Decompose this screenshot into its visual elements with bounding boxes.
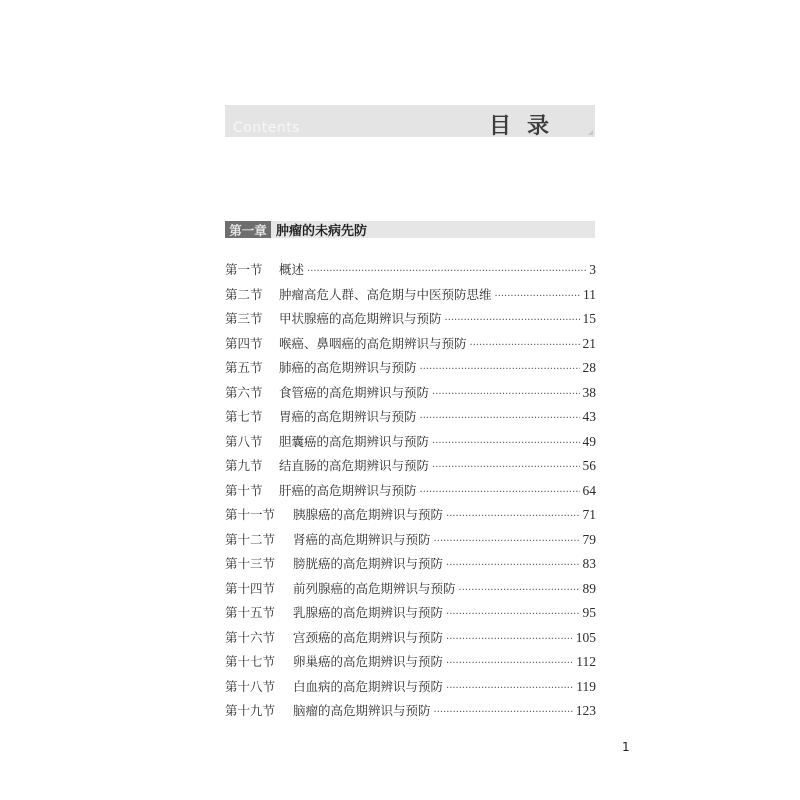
section-page: 95 — [582, 605, 596, 620]
section-page: 71 — [582, 507, 596, 522]
toc-entry[interactable] — [225, 629, 596, 654]
chapter-number-badge: 第一章 — [225, 221, 271, 238]
dot-leader — [307, 263, 586, 281]
section-label: 第十节 — [225, 482, 263, 498]
toc-entry[interactable] — [225, 506, 596, 531]
toc-entry[interactable] — [225, 580, 596, 605]
dot-leader — [432, 435, 579, 453]
section-title: 甲状腺癌的高危期辨识与预防 — [279, 311, 442, 326]
section-label: 第十一节 — [225, 507, 276, 522]
section-label: 第九节 — [225, 458, 263, 473]
toc-entry[interactable] — [225, 384, 596, 409]
section-title: 肿瘤高危人群、高危期与中医预防思维 — [279, 286, 492, 302]
section-title: 肝癌的高危期辨识与预防 — [279, 482, 417, 498]
dot-leader — [432, 386, 579, 404]
section-label: 第六节 — [225, 384, 263, 400]
section-page: 89 — [582, 580, 596, 596]
section-page: 56 — [582, 458, 596, 473]
section-title: 膀胱癌的高危期辨识与预防 — [293, 556, 444, 571]
corner-triangle-icon — [588, 130, 593, 135]
toc-entry[interactable] — [225, 408, 596, 433]
toc-entry[interactable] — [225, 359, 596, 384]
chapter-heading — [225, 221, 595, 238]
toc-entry[interactable] — [225, 310, 596, 335]
section-title: 结直肠的高危期辨识与预防 — [279, 458, 430, 473]
toc-entry[interactable] — [225, 482, 596, 507]
contents-title-chinese: 目录 — [488, 114, 565, 139]
section-label: 第十五节 — [225, 605, 276, 620]
dot-leader — [446, 606, 579, 624]
section-label: 第四节 — [225, 335, 263, 351]
section-title: 胃癌的高危期辨识与预防 — [279, 409, 417, 424]
section-title: 前列腺癌的高危期辨识与预防 — [293, 580, 456, 596]
dot-leader — [434, 533, 580, 551]
section-page: 105 — [575, 629, 596, 645]
section-page: 15 — [582, 311, 596, 326]
toc-entry[interactable] — [225, 653, 596, 678]
dot-leader — [446, 680, 573, 698]
toc-entry[interactable] — [225, 335, 596, 360]
section-label: 第十三节 — [225, 556, 276, 571]
section-title: 白血病的高危期辨识与预防 — [293, 678, 444, 694]
dot-leader — [446, 508, 579, 526]
section-title: 肾癌的高危期辨识与预防 — [293, 531, 431, 547]
toc-entry[interactable] — [225, 678, 596, 703]
section-page: 21 — [582, 335, 596, 351]
section-label: 第十四节 — [225, 580, 276, 596]
section-title: 宫颈癌的高危期辨识与预防 — [293, 629, 444, 645]
dot-leader — [420, 410, 580, 428]
toc-list — [225, 261, 596, 727]
section-label: 第五节 — [225, 360, 263, 375]
dot-leader — [445, 312, 580, 330]
toc-entry[interactable] — [225, 604, 596, 629]
dot-leader — [434, 704, 573, 722]
toc-entry[interactable] — [225, 555, 596, 580]
section-page: 83 — [582, 556, 596, 571]
toc-entry[interactable] — [225, 261, 596, 286]
toc-entry[interactable] — [225, 286, 596, 311]
contents-header-bar — [225, 105, 595, 137]
section-page: 119 — [576, 678, 596, 694]
section-label: 第十六节 — [225, 629, 276, 645]
section-page: 112 — [576, 654, 596, 669]
section-title: 概述 — [279, 262, 305, 277]
section-title: 肺癌的高危期辨识与预防 — [279, 360, 417, 375]
section-title: 卵巢癌的高危期辨识与预防 — [293, 654, 444, 669]
section-label: 第十九节 — [225, 703, 276, 718]
dot-leader — [420, 484, 580, 502]
section-label: 第十七节 — [225, 654, 276, 669]
section-page: 79 — [582, 531, 596, 547]
dot-leader — [495, 288, 580, 306]
section-label: 第二节 — [225, 286, 263, 302]
section-label: 第十二节 — [225, 531, 276, 547]
section-page: 28 — [582, 360, 596, 375]
dot-leader — [459, 582, 580, 600]
section-title: 脑瘤的高危期辨识与预防 — [293, 703, 431, 718]
dot-leader — [420, 361, 580, 379]
dot-leader — [446, 631, 573, 649]
section-label: 第八节 — [225, 433, 263, 449]
contents-title-english: Contents — [233, 120, 300, 136]
toc-entry[interactable] — [225, 433, 596, 458]
page-number: 1 — [622, 740, 630, 754]
chapter-title: 肿瘤的未病先防 — [276, 224, 368, 239]
section-title: 乳腺癌的高危期辨识与预防 — [293, 605, 444, 620]
dot-leader — [446, 557, 579, 575]
section-label: 第十八节 — [225, 678, 276, 694]
toc-entry[interactable] — [225, 457, 596, 482]
toc-entry[interactable] — [225, 531, 596, 556]
section-page: 11 — [583, 286, 596, 302]
section-page: 3 — [589, 262, 596, 277]
section-page: 49 — [582, 433, 596, 449]
dot-leader — [470, 337, 580, 355]
section-label: 第七节 — [225, 409, 263, 424]
dot-leader — [446, 655, 573, 673]
section-title: 食管癌的高危期辨识与预防 — [279, 384, 430, 400]
section-title: 胆囊癌的高危期辨识与预防 — [279, 433, 430, 449]
section-label: 第三节 — [225, 311, 263, 326]
section-label: 第一节 — [225, 262, 263, 277]
section-page: 64 — [582, 482, 596, 498]
section-page: 38 — [582, 384, 596, 400]
section-page: 43 — [582, 409, 596, 424]
section-title: 喉癌、鼻咽癌的高危期辨识与预防 — [279, 335, 467, 351]
toc-entry[interactable] — [225, 702, 596, 727]
section-page: 123 — [575, 703, 596, 718]
dot-leader — [432, 459, 579, 477]
section-title: 胰腺癌的高危期辨识与预防 — [293, 507, 444, 522]
